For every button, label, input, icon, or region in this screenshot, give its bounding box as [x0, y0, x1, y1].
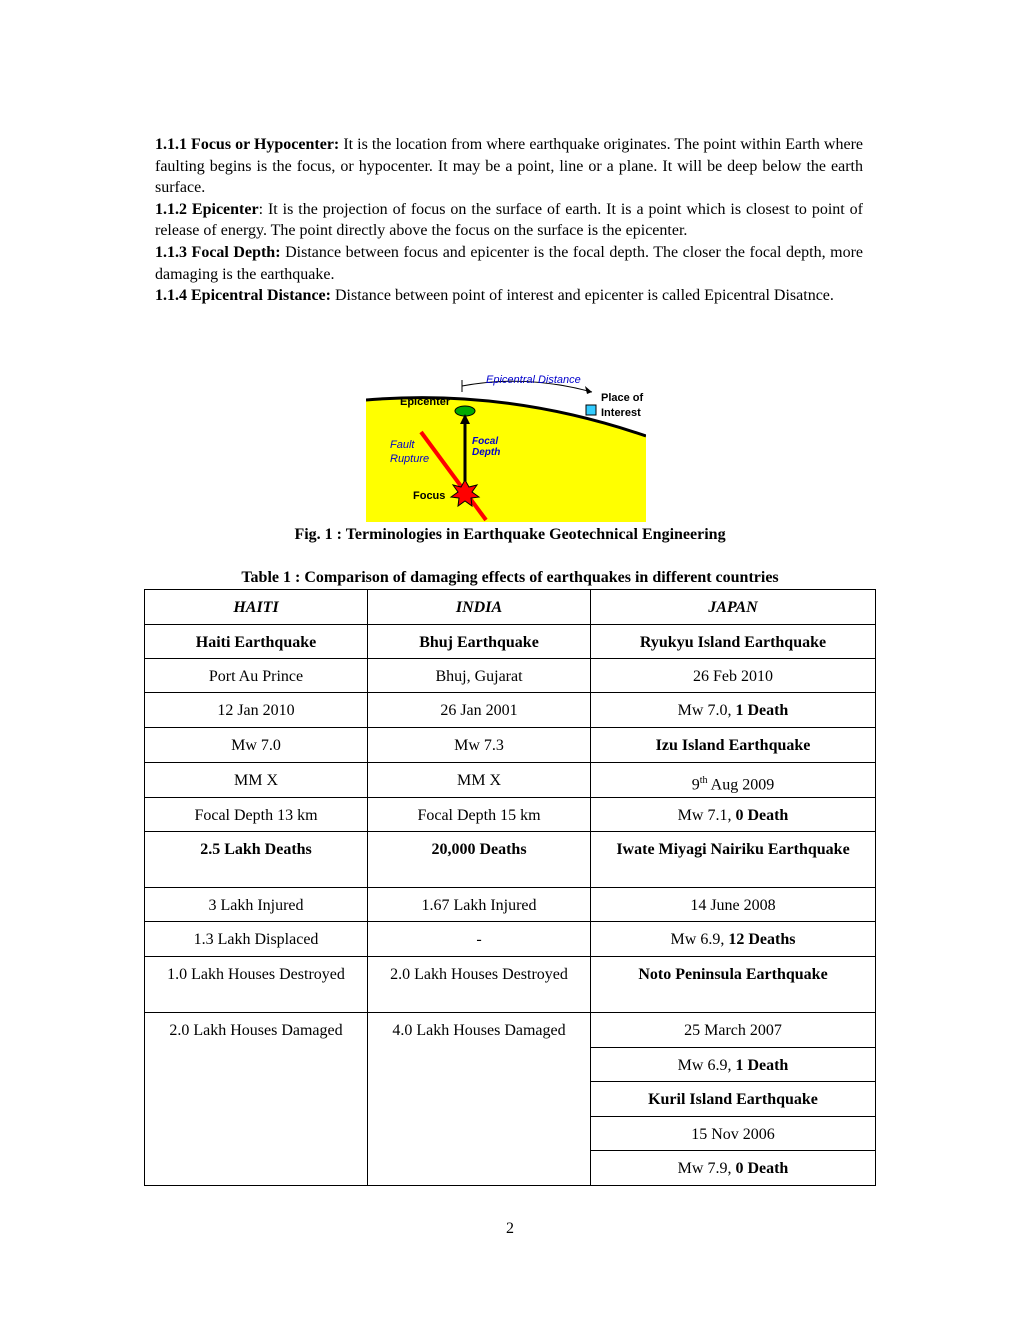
table-row — [145, 832, 876, 888]
death-count: 12 Deaths — [728, 931, 796, 948]
table-cell: - — [368, 922, 591, 957]
epicentral-distance-label: Epicentral Distance — [486, 374, 581, 386]
table-cell: Ryukyu Island Earthquake — [591, 625, 876, 659]
table-cell: 2.0 Lakh Houses Destroyed — [368, 957, 591, 1013]
definition-body: It is the location from where earthquake originates. The point within Earth where faulting begins is the focus, or hypocenter. It may be a point, line or a plane. It will be deep below the earth surface. — [155, 136, 863, 197]
table-row — [145, 888, 876, 922]
magnitude-text: Mw 7.9, — [677, 1160, 736, 1177]
table-cell: 26 Feb 2010 — [591, 659, 876, 693]
definition-heading: 1.1.1 Focus or Hypocenter: — [155, 136, 340, 153]
table-cell: Iwate Miyagi Nairiku Earthquake — [591, 832, 876, 888]
table-cell: Mw 7.3 — [368, 728, 591, 763]
table-cell: 1.67 Lakh Injured — [368, 888, 591, 922]
table-cell: Port Au Prince — [145, 659, 368, 693]
table-header-row — [145, 590, 876, 625]
date-rest: Aug 2009 — [707, 776, 775, 794]
table-cell — [591, 763, 876, 798]
table-row — [145, 728, 876, 763]
table-cell — [591, 922, 876, 957]
date-suffix: th — [699, 775, 708, 786]
depth-label: Depth — [472, 447, 501, 458]
table-row — [145, 763, 876, 798]
place-of-label: Place of — [601, 392, 644, 404]
table-row — [145, 1013, 876, 1048]
death-count: 0 Death — [735, 807, 789, 824]
table-cell — [591, 1048, 876, 1082]
table-cell: MM X — [145, 763, 368, 798]
fault-label: Fault — [390, 439, 415, 451]
table-cell: Focal Depth 15 km — [368, 798, 591, 832]
definition-body: Distance between point of interest and epicenter is called Epicentral Disatnce. — [330, 287, 834, 305]
table-cell: 25 March 2007 — [591, 1013, 876, 1048]
interest-label: Interest — [601, 407, 641, 419]
place-of-interest-marker — [586, 405, 596, 415]
table-cell: 12 Jan 2010 — [145, 693, 368, 728]
table-cell: 26 Jan 2001 — [368, 693, 591, 728]
definition-focal-depth — [155, 242, 863, 285]
definitions-section — [155, 134, 863, 307]
table-cell: Kuril Island Earthquake — [591, 1082, 876, 1117]
definition-epicenter — [155, 199, 863, 242]
header-haiti: HAITI — [145, 590, 368, 625]
definition-epicentral-distance — [155, 285, 863, 307]
table-row — [145, 957, 876, 1013]
table-cell: 2.0 Lakh Houses Damaged — [145, 1013, 368, 1186]
arrow-head — [585, 386, 592, 394]
header-japan: JAPAN — [591, 590, 876, 625]
table-cell: 15 Nov 2006 — [591, 1117, 876, 1151]
definition-focus — [155, 134, 863, 199]
table-cell: Noto Peninsula Earthquake — [591, 957, 876, 1013]
date-day: 9 — [691, 776, 700, 794]
table-cell: 14 June 2008 — [591, 888, 876, 922]
table-cell: 2.5 Lakh Deaths — [145, 832, 368, 888]
magnitude-text: Mw 6.9, — [670, 931, 729, 948]
definition-heading: 1.1.3 Focal Depth: — [155, 243, 281, 261]
table-cell — [591, 693, 876, 728]
table-cell: Bhuj Earthquake — [368, 625, 591, 659]
rupture-label: Rupture — [390, 453, 430, 465]
magnitude-text: Mw 7.1, — [677, 807, 736, 824]
definition-heading: 1.1.4 Epicentral Distance: — [155, 287, 331, 305]
magnitude-text: Mw 6.9, — [677, 1057, 736, 1074]
earthquake-comparison-table — [144, 589, 876, 1186]
definition-heading: 1.1.2 Epicenter — [155, 200, 259, 218]
definition-body: Distance between focus and epicenter is the focal depth. The closer the focal depth, more damaging is the earthquake. — [155, 243, 864, 283]
table-cell: 20,000 Deaths — [368, 832, 591, 888]
table-cell: Mw 7.0 — [145, 728, 368, 763]
table-cell: 3 Lakh Injured — [145, 888, 368, 922]
table-row — [145, 693, 876, 728]
table-cell: 1.3 Lakh Displaced — [145, 922, 368, 957]
table-row — [145, 625, 876, 659]
table-cell — [591, 1151, 876, 1186]
table-cell: Izu Island Earthquake — [591, 728, 876, 763]
table-caption: Table 1 : Comparison of damaging effects of earthquakes in different countries — [241, 569, 779, 586]
definition-body: : It is the projection of focus on the surface of earth. It is a point which is closest to point of release of energy. The point directly above the focus on the surface is the epicenter. — [155, 200, 864, 240]
table-cell: 4.0 Lakh Houses Damaged — [368, 1013, 591, 1186]
magnitude-text: Mw 7.0, — [677, 702, 736, 719]
death-count: 1 Death — [735, 1057, 789, 1074]
table-row — [145, 659, 876, 693]
page-number: 2 — [506, 1220, 514, 1237]
table-cell: 1.0 Lakh Houses Destroyed — [145, 957, 368, 1013]
earthquake-terminology-figure — [366, 370, 646, 522]
table-cell: Haiti Earthquake — [145, 625, 368, 659]
table-cell: Focal Depth 13 km — [145, 798, 368, 832]
epicenter-label: Epicenter — [400, 396, 451, 408]
table-cell: Bhuj, Gujarat — [368, 659, 591, 693]
focal-label: Focal — [472, 436, 499, 447]
table-row — [145, 922, 876, 957]
table-cell — [591, 798, 876, 832]
figure-caption: Fig. 1 : Terminologies in Earthquake Geotechnical Engineering — [294, 526, 726, 543]
death-count: 0 Death — [735, 1160, 789, 1177]
header-india: INDIA — [368, 590, 591, 625]
focus-label: Focus — [413, 490, 446, 502]
death-count: 1 Death — [735, 702, 789, 719]
table-cell: MM X — [368, 763, 591, 798]
table-row — [145, 798, 876, 832]
